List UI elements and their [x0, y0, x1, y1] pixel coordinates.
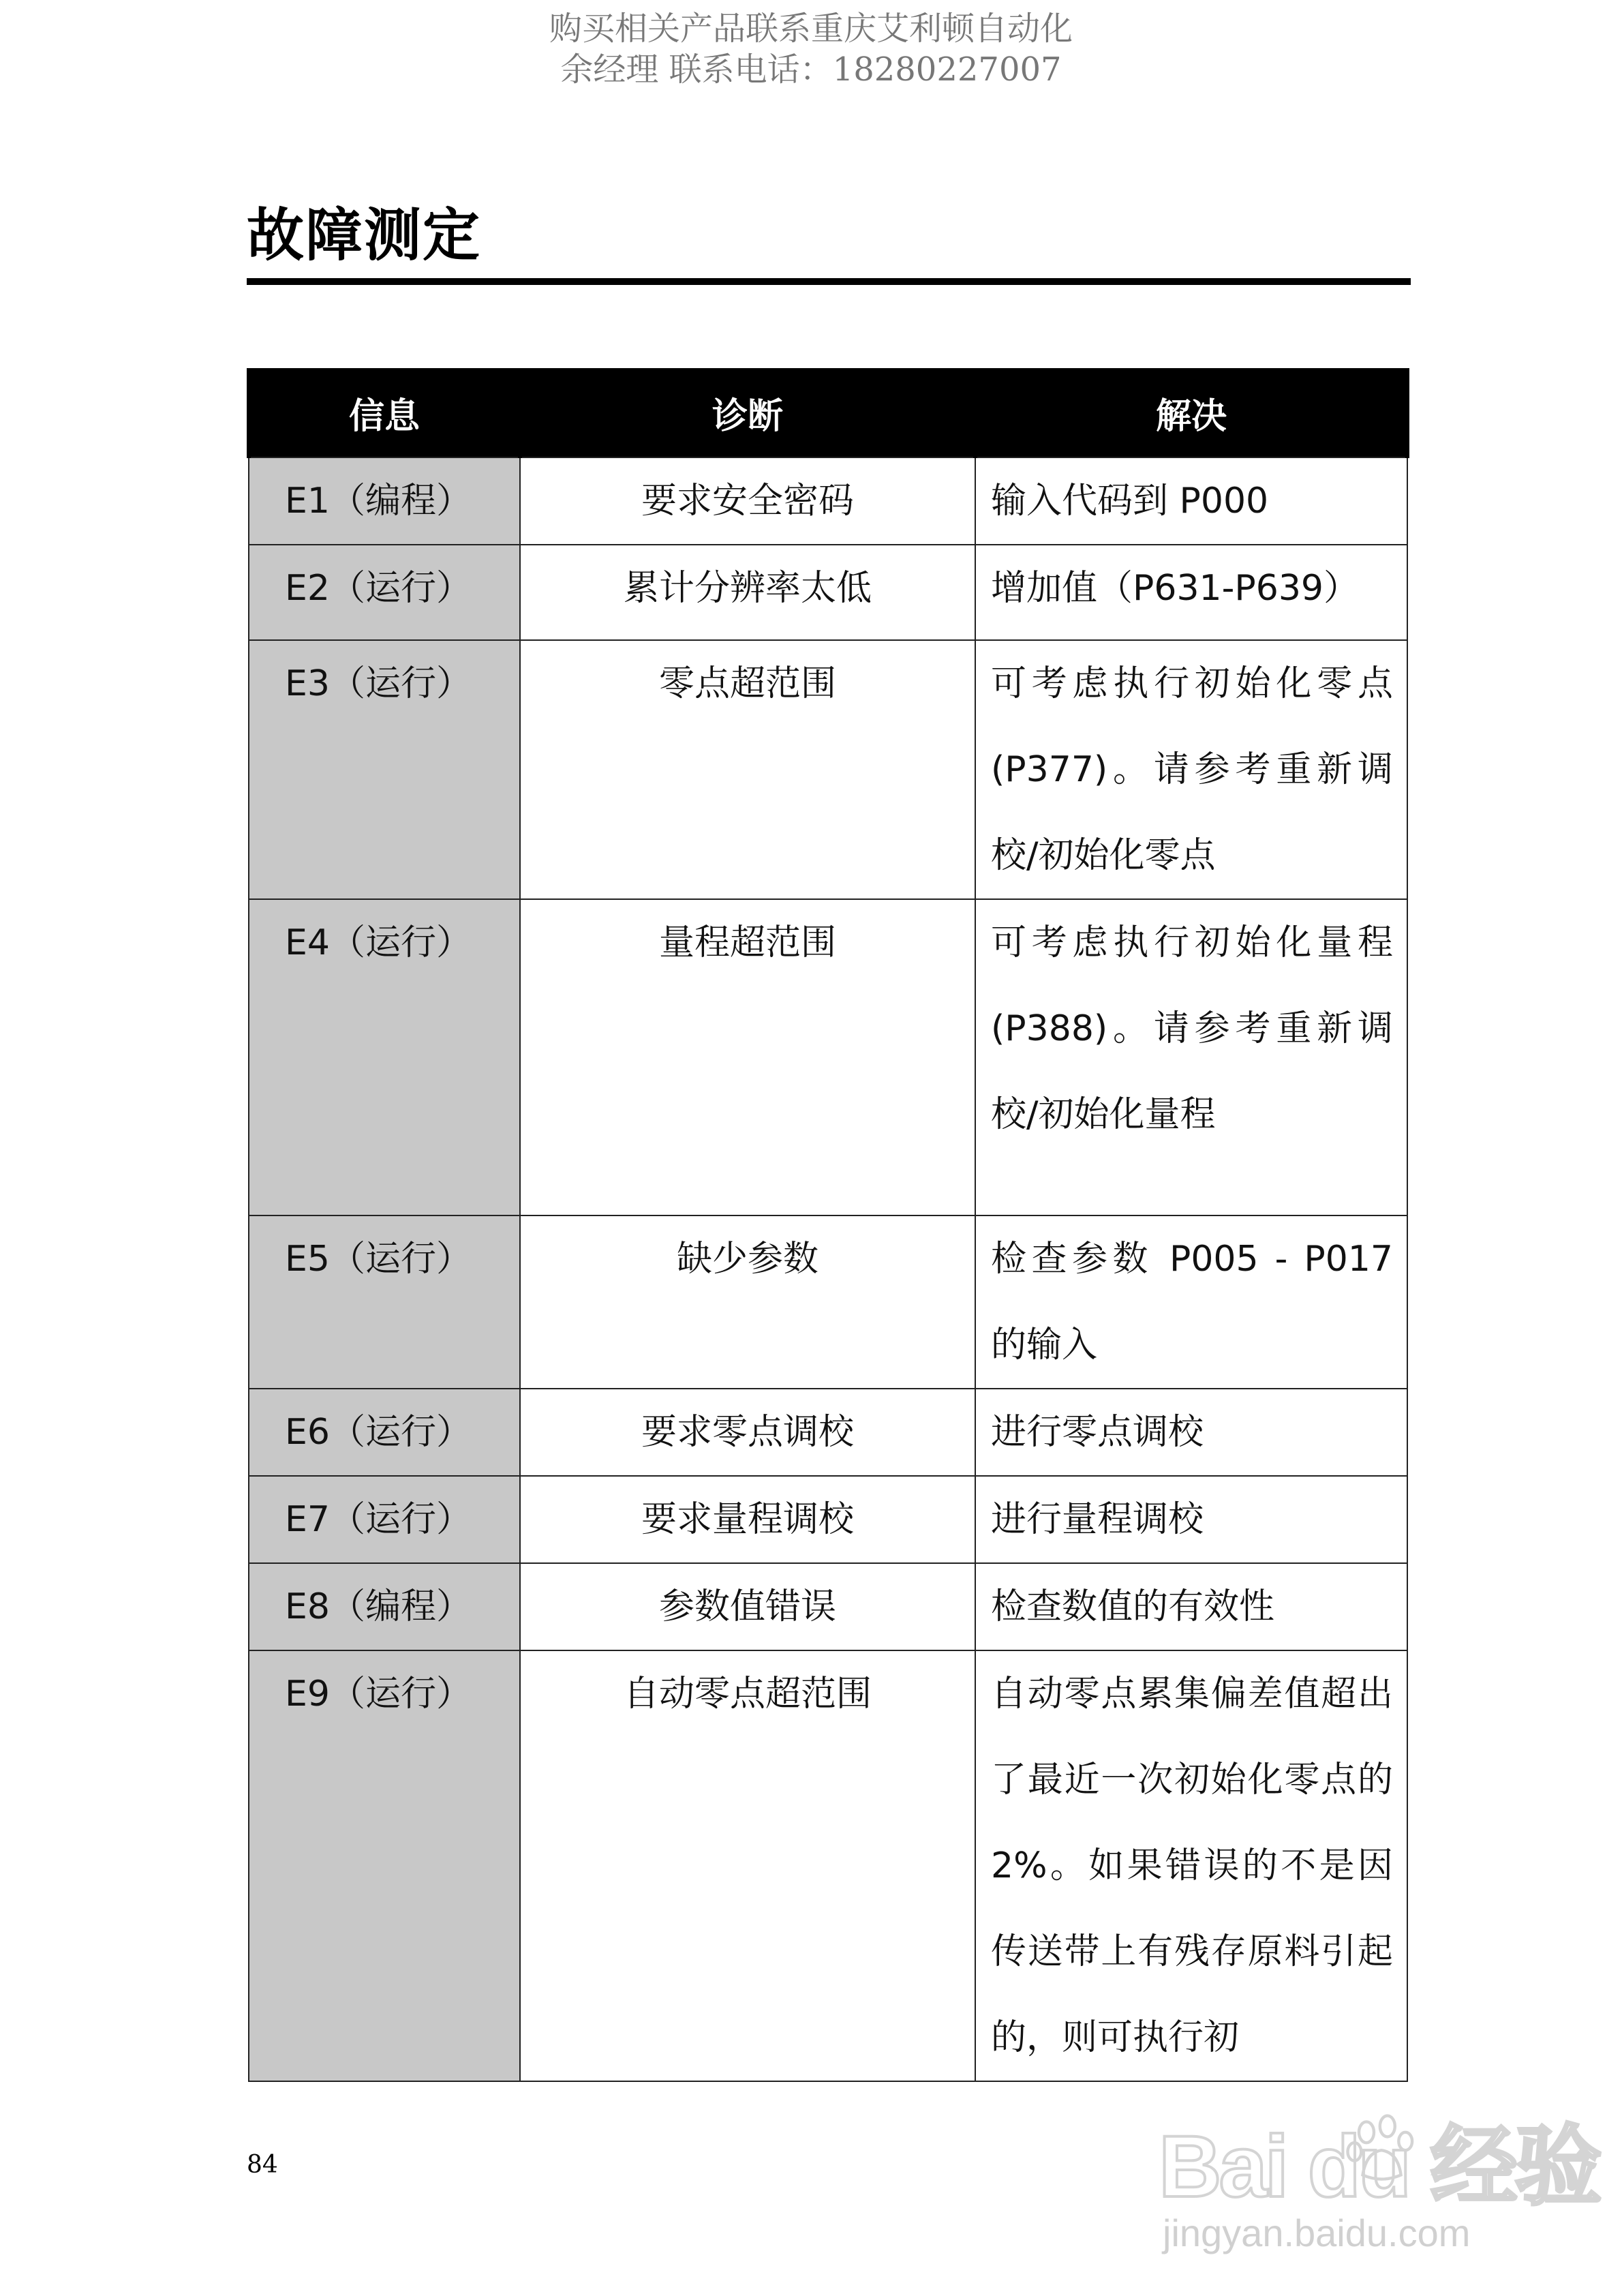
header-line-1: 购买相关产品联系重庆艾利顿自动化	[549, 10, 1073, 48]
fault-solution: 增加值（P631-P639）	[975, 545, 1407, 640]
fault-solution: 检查数值的有效性	[975, 1563, 1407, 1650]
page-number: 84	[247, 2151, 278, 2179]
contact-header	[0, 8, 1622, 90]
table-row	[249, 1650, 1407, 2081]
table-row	[249, 1389, 1407, 1476]
fault-diagnosis: 要求零点调校	[520, 1389, 975, 1476]
header-solution: 解决	[975, 368, 1407, 457]
table-row	[249, 545, 1407, 640]
fault-solution: 自动零点累集偏差值超出了最近一次初始化零点的 2%。如果错误的不是因传送带上有残存原料引起的，则可执行初	[975, 1650, 1407, 2081]
fault-diagnosis: 量程超范围	[520, 899, 975, 1215]
watermark-url: jingyan.baidu.com	[1163, 2211, 1471, 2254]
title-rule	[247, 278, 1411, 285]
fault-diagnosis: 零点超范围	[520, 640, 975, 899]
fault-code: E4（运行）	[249, 899, 520, 1215]
page-title: 故障测定	[247, 202, 482, 269]
fault-solution: 检查参数 P005 - P017 的输入	[975, 1215, 1407, 1389]
table-row	[249, 457, 1407, 545]
table-header-row	[249, 368, 1407, 457]
table-row	[249, 1563, 1407, 1650]
fault-solution: 可考虑执行初始化零点(P377)。请参考重新调校/初始化零点	[975, 640, 1407, 899]
fault-code: E8（编程）	[249, 1563, 520, 1650]
fault-code: E7（运行）	[249, 1476, 520, 1563]
fault-solution: 可考虑执行初始化量程(P388)。请参考重新调校/初始化量程	[975, 899, 1407, 1215]
fault-diagnosis: 缺少参数	[520, 1215, 975, 1389]
fault-solution: 进行量程调校	[975, 1476, 1407, 1563]
fault-diagnosis: 要求安全密码	[520, 457, 975, 545]
fault-diagnosis: 自动零点超范围	[520, 1650, 975, 2081]
paw-icon	[1344, 2111, 1419, 2186]
table-row	[249, 1215, 1407, 1389]
fault-diagnosis: 参数值错误	[520, 1563, 975, 1650]
fault-table	[247, 368, 1409, 2082]
fault-code: E1（编程）	[249, 457, 520, 545]
header-line-2: 余经理 联系电话：18280227007	[560, 50, 1062, 89]
header-info: 信息	[249, 368, 520, 457]
fault-code: E9（运行）	[249, 1650, 520, 2081]
fault-solution: 进行零点调校	[975, 1389, 1407, 1476]
table-row	[249, 1476, 1407, 1563]
fault-code: E5（运行）	[249, 1215, 520, 1389]
table-row	[249, 899, 1407, 1215]
fault-code: E3（运行）	[249, 640, 520, 899]
watermark-logo: Bai du 经验	[1159, 2118, 1600, 2216]
fault-solution: 输入代码到 P000	[975, 457, 1407, 545]
fault-code: E2（运行）	[249, 545, 520, 640]
fault-diagnosis: 累计分辨率太低	[520, 545, 975, 640]
header-diagnosis: 诊断	[520, 368, 975, 457]
fault-diagnosis: 要求量程调校	[520, 1476, 975, 1563]
fault-code: E6（运行）	[249, 1389, 520, 1476]
baidu-jingyan-watermark	[1159, 2096, 1600, 2260]
table-row	[249, 640, 1407, 899]
